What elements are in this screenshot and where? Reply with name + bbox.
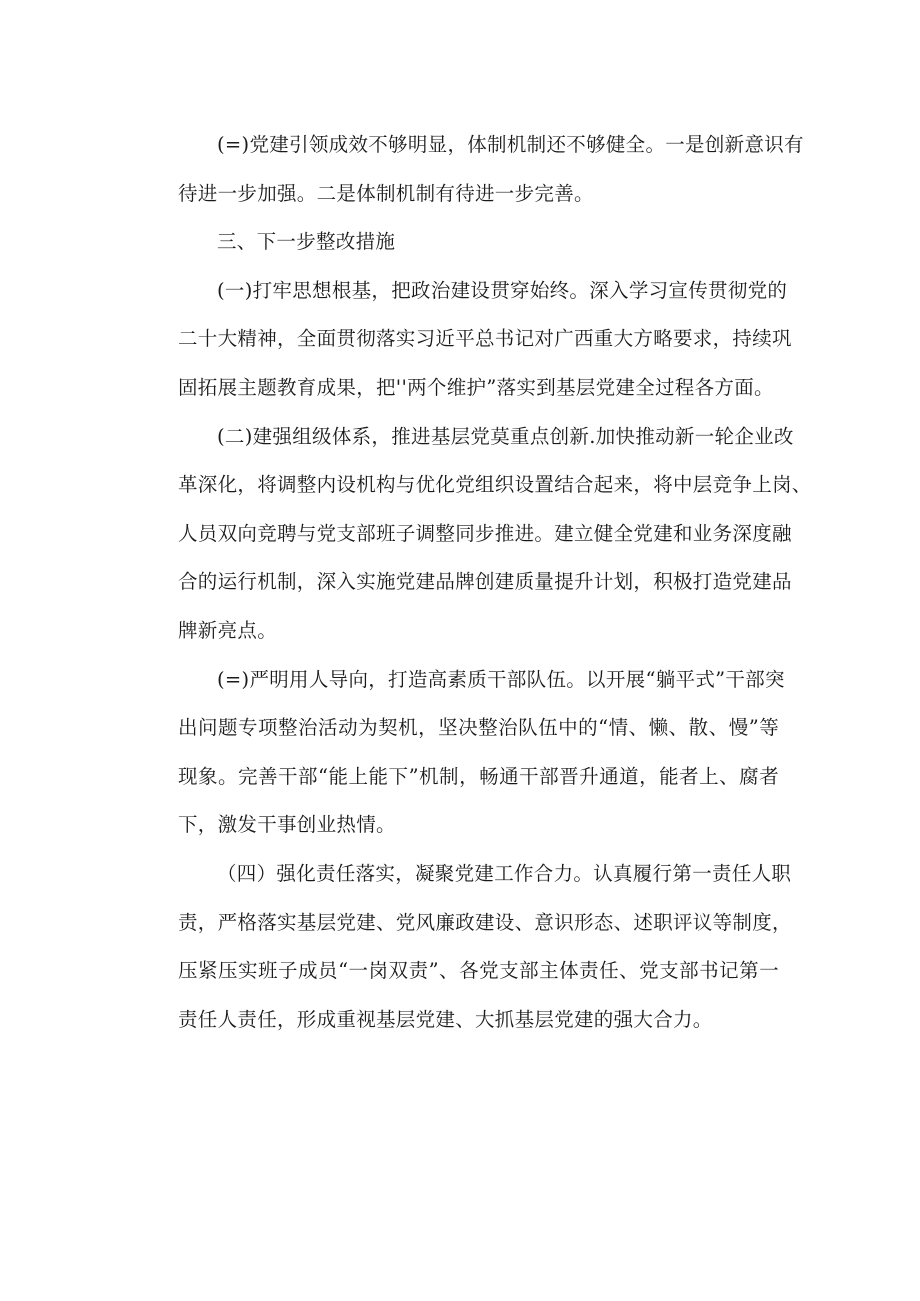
paragraph-responsibility bbox=[139, 850, 792, 1044]
text-line: 现象。完善干部“能上能下”机制，畅通干部晋升通道，能者上、腐者 bbox=[178, 764, 779, 788]
text-line: 下，激发干事创业热情。 bbox=[178, 813, 396, 837]
text-line: 固拓展主题教育成果，把''两个维护”落实到基层党建全过程各方面。 bbox=[178, 375, 774, 399]
text-line: 三、下一步整改措施 bbox=[217, 230, 396, 254]
text-line: (一)打牢思想根基，把政治建设贯穿始终。深入学习宣传贯彻党的 bbox=[217, 278, 788, 302]
text-line: (二)建强组级体系，推进基层党莫重点创新.加快推动新一轮企业改 bbox=[217, 424, 794, 448]
section-heading-next-steps bbox=[139, 218, 779, 267]
paragraph-ideology bbox=[139, 267, 792, 413]
text-line: 二十大精神，全面贯彻落实习近平总书记对广西重大方略要求，持续巩 bbox=[178, 327, 792, 351]
text-line: 责，严格落实基层党建、党风廉政建设、意识形态、述职评议等制度， bbox=[178, 910, 792, 934]
text-line: 合的运行机制，深入实施党建品牌创建质量提升计划，积极打造党建品 bbox=[178, 570, 792, 594]
text-line: 责任人责任，形成重视基层党建、大抓基层党建的强大合力。 bbox=[178, 1007, 713, 1031]
paragraph-personnel bbox=[139, 656, 785, 850]
text-line: 牌新亮点。 bbox=[178, 618, 278, 642]
document-body bbox=[139, 121, 812, 1044]
text-line: 革深化，将调整内设机构与优化党组织设置结合起来，将中层竞争上岗、 bbox=[178, 473, 812, 497]
paragraph-organization bbox=[139, 413, 812, 656]
text-line: (=)党建引领成效不够明显，体制机制还不够健全。一是创新意识有 bbox=[217, 133, 804, 156]
paragraph-party-building-lead bbox=[139, 121, 804, 218]
text-line: （四）强化责任落实，凝聚党建工作合力。认真履行第一责任人职 bbox=[217, 861, 792, 885]
text-line: (=)严明用人导向，打造高素质干部队伍。以开展“躺平式”干部突 bbox=[217, 667, 785, 691]
text-line: 人员双向竞聘与党支部班子调整同步推进。建立健全党建和业务深度融 bbox=[178, 521, 792, 545]
text-line: 压紧压实班子成员“一岗双责”、各党支部主体责任、党支部书记第一 bbox=[178, 959, 779, 983]
text-line: 出问题专项整治活动为契机，坚决整治队伍中的“情、懒、散、慢”等 bbox=[178, 716, 779, 740]
text-line: 待进一步加强。二是体制机制有待进一步完善。 bbox=[178, 181, 594, 205]
